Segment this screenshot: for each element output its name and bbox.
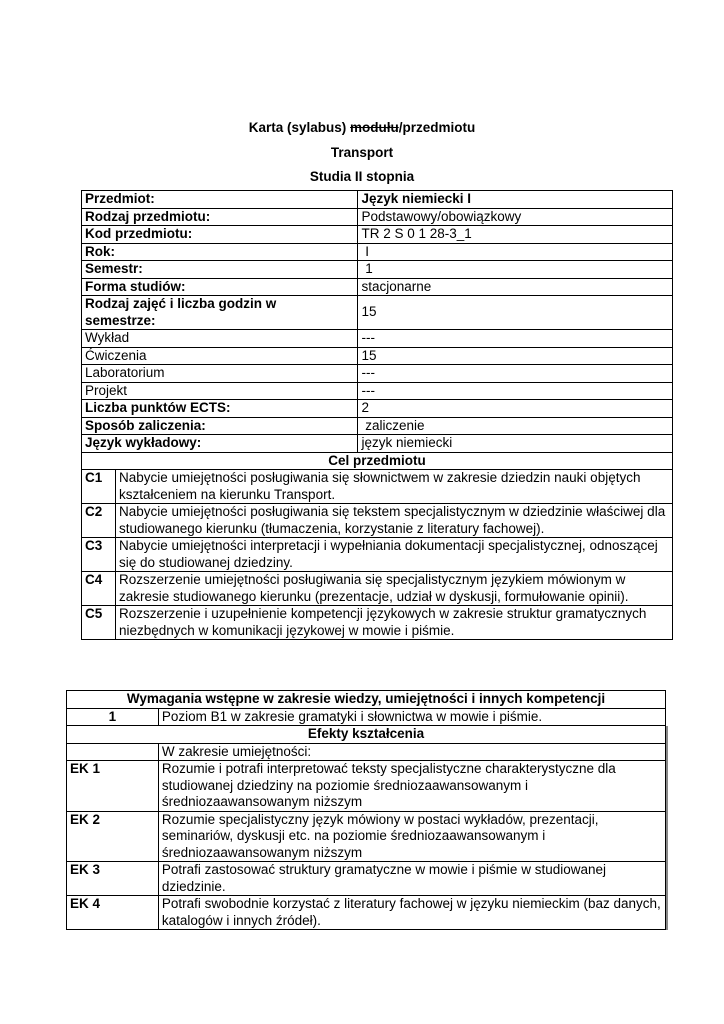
goal-text: Rozszerzenie i uzupełnienie kompetencji językowych w zakresie struktur gramatycznych niezbędnych w komunikacji językowej w mowie i piśmie. (115, 606, 672, 640)
goals-section (82, 452, 673, 470)
document-title (0, 120, 724, 135)
info-row (82, 417, 673, 435)
outcomes-title: Efekty kształcenia (67, 726, 666, 744)
info-label: Semestr: (82, 261, 358, 279)
info-label: Przedmiot: (82, 191, 358, 209)
info-value: --- (358, 382, 673, 400)
info-value: zaliczenie (358, 417, 673, 435)
outcome-code: EK 2 (67, 811, 159, 862)
goal-text: Rozszerzenie umiejętności posługiwania się specjalistycznym językiem mówionym w zakresie studiowanego kierunku (prezentacje, udział w dyskusji, formułowanie opinii). (115, 572, 672, 606)
info-label: Laboratorium (82, 365, 358, 383)
outcome-row (67, 862, 666, 896)
outcome-row (67, 811, 666, 862)
info-rows (82, 191, 673, 453)
info-label: Rok: (82, 243, 358, 261)
info-row (82, 226, 673, 244)
info-row (82, 365, 673, 383)
info-value: 15 (358, 296, 673, 330)
outcome-code: EK 4 (67, 896, 159, 930)
goal-row (82, 504, 673, 538)
info-row (82, 400, 673, 418)
info-row (82, 330, 673, 348)
info-value: --- (358, 365, 673, 383)
goal-code: C4 (82, 572, 116, 606)
info-label: Rodzaj zajęć i liczba godzin w semestrze: (82, 296, 358, 330)
goal-code: C1 (82, 470, 116, 504)
info-row (82, 382, 673, 400)
info-label: Ćwiczenia (82, 347, 358, 365)
info-value: 2 (358, 400, 673, 418)
goal-row (82, 470, 673, 504)
outcome-text: Rozumie specjalistyczny język mówiony w postaci wykładów, prezentacji, seminariów, dyskusji etc. na poziomie średniozaawansowanym i średniozaawansowanym niższym (158, 811, 665, 862)
goal-text: Nabycie umiejętności posługiwania się słownictwem w zakresie dziedzin nauki objętych kształceniem na kierunku Transport. (115, 470, 672, 504)
info-value: --- (358, 330, 673, 348)
goals-title: Cel przedmiotu (82, 452, 673, 470)
goals-rows (82, 470, 673, 640)
requirements-title: Wymagania wstępne w zakresie wiedzy, umiejętności i innych kompetencji (67, 691, 666, 709)
info-row (82, 347, 673, 365)
goal-code: C3 (82, 538, 116, 572)
info-row (82, 208, 673, 226)
requirement-text: Poziom B1 w zakresie gramatyki i słownictwa w mowie i piśmie. (158, 708, 665, 726)
info-row (82, 243, 673, 261)
info-row (82, 435, 673, 453)
info-label: Forma studiów: (82, 278, 358, 296)
goal-code: C5 (82, 606, 116, 640)
requirements-rows (67, 708, 666, 726)
title-part-2: /przedmiotu (398, 120, 476, 135)
info-label: Rodzaj przedmiotu: (82, 208, 358, 226)
info-row (82, 191, 673, 209)
requirement-number: 1 (67, 708, 159, 726)
title-part-1: Karta (sylabus) (248, 120, 351, 135)
outcome-row (67, 896, 666, 930)
info-row (82, 261, 673, 279)
outcome-code: EK 3 (67, 862, 159, 896)
outcomes-rows (67, 761, 666, 930)
info-label: Język wykładowy: (82, 435, 358, 453)
info-value: stacjonarne (358, 278, 673, 296)
info-value: 15 (358, 347, 673, 365)
info-label: Projekt (82, 382, 358, 400)
outcome-row (67, 761, 666, 812)
goal-row (82, 606, 673, 640)
outcome-text: Potrafi zastosować struktury gramatyczne w mowie i piśmie w studiowanej dziedzinie. (158, 862, 665, 896)
field-of-study: Transport (330, 145, 394, 160)
title-struck-word: modułu (350, 120, 399, 135)
info-value: Podstawowy/obowiązkowy (358, 208, 673, 226)
info-label: Wykład (82, 330, 358, 348)
info-value: TR 2 S 0 1 28-3_1 (358, 226, 673, 244)
study-level: Studia II stopnia (309, 169, 415, 184)
goal-text: Nabycie umiejętności interpretacji i wypełniania dokumentacji specjalistycznej, odnoszącej się do studiowanej dziedziny. (115, 538, 672, 572)
outcome-code: EK 1 (67, 761, 159, 812)
requirements-outcomes-table (66, 690, 666, 930)
goal-code: C2 (82, 504, 116, 538)
outcome-text: Potrafi swobodnie korzystać z literatury fachowej w języku niemieckim (baz danych, katalogów i innych źródeł). (158, 896, 665, 930)
info-label: Sposób zaliczenia: (82, 417, 358, 435)
course-info-table (81, 190, 673, 640)
info-row (82, 278, 673, 296)
outcome-text: Rozumie i potrafi interpretować teksty specjalistyczne charakterystyczne dla studiowanej dziedziny na poziomie średniozaawansowanym i średniozaawansowanym niższym (158, 761, 665, 812)
goal-row (82, 572, 673, 606)
goal-row (82, 538, 673, 572)
info-value: język niemiecki (358, 435, 673, 453)
outcomes-intro: W zakresie umiejętności: (158, 743, 665, 761)
info-value: Język niemiecki I (358, 191, 673, 209)
info-value: 1 (358, 261, 673, 279)
info-label: Kod przedmiotu: (82, 226, 358, 244)
info-label: Liczba punktów ECTS: (82, 400, 358, 418)
goal-text: Nabycie umiejętności posługiwania się tekstem specjalistycznym w dziedzinie właściwej dla studiowanego kierunku (tłumaczenia, korzystanie z literatury fachowej). (115, 504, 672, 538)
requirement-row (67, 708, 666, 726)
info-value: I (358, 243, 673, 261)
info-row (82, 296, 673, 330)
